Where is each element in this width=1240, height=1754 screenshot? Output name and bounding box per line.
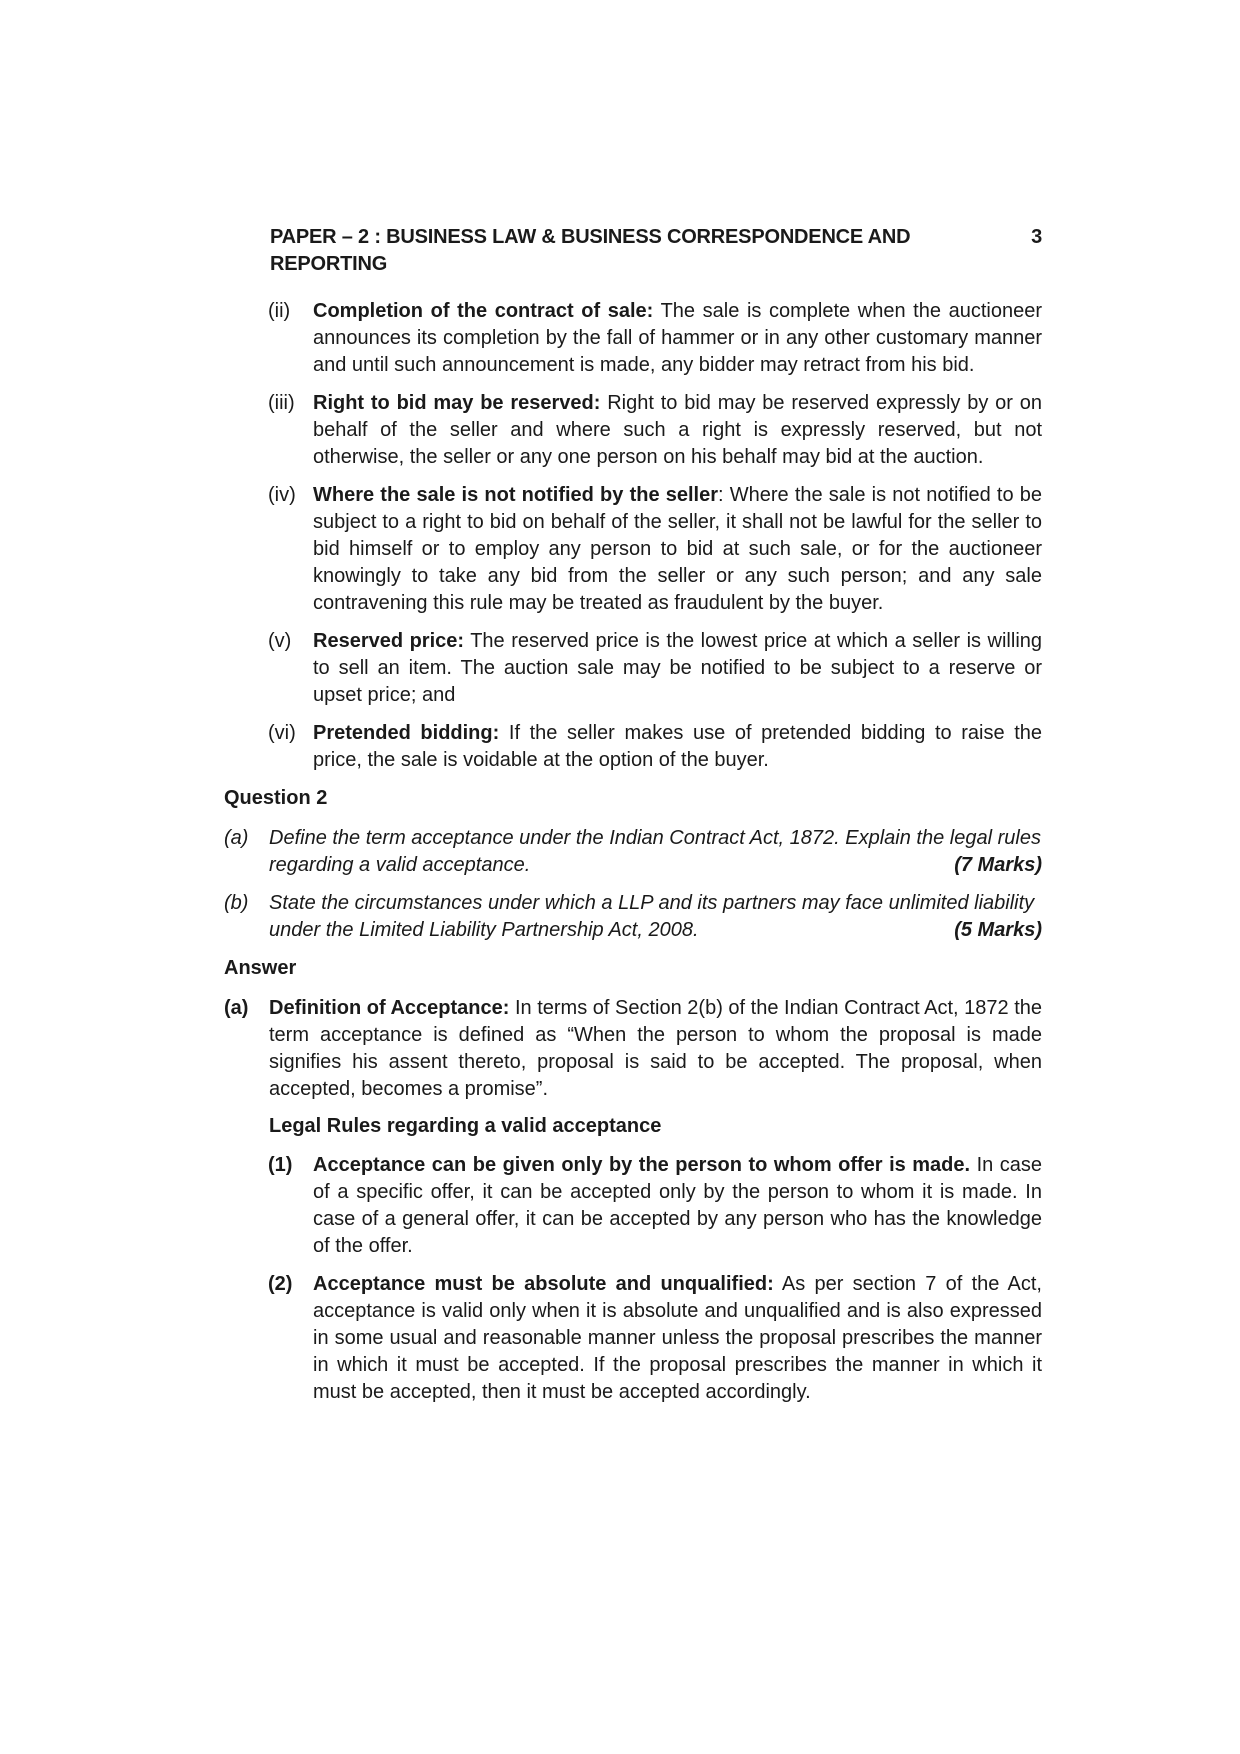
list-item [268,628,1042,709]
question-line [269,852,1042,879]
item-body: The sale is complete when the auctioneer announces its completion by the fall of hammer or in any other customary manner and until such announcement is made, any bidder may retract from his bid. [313,300,1043,376]
question-part-text [269,890,1042,944]
list-item [268,720,1042,774]
item-text [313,298,1042,379]
item-heading: Pretended bidding: [313,722,500,744]
item-number: (v) [268,630,292,652]
question-line-text: regarding a valid acceptance. [269,854,531,876]
rule-item [268,1271,1042,1406]
answer-part-number: (a) [224,997,249,1019]
item-text [313,482,1042,617]
item-text [313,628,1042,709]
rules-title: Legal Rules regarding a valid acceptance [269,1115,662,1137]
answer-title: Answer [224,957,297,979]
item-heading: Completion of the contract of sale: [313,300,654,322]
rule-body: In case of a specific offer, it can be accepted only by the person to whom it is made. In case of a general offer, it can be accepted by any person who has the knowledge of the offer. [313,1154,1042,1257]
item-body: Right to bid may be reserved expressly by or on behalf of the seller and where such a right is expressly reserved, but not otherwise, the seller or any one person on his behalf may bid at the auction. [313,392,1043,468]
item-number: (vi) [268,722,296,744]
question-part-number: (b) [224,892,249,914]
answer-body: In terms of Section 2(b) of the Indian Contract Act, 1872 the term acceptance is defined as “When the person to whom the proposal is made signifies his assent thereto, proposal is said to be accepted. The proposal, when accepted, becomes a promise”. [269,997,1042,1100]
item-heading: Reserved price: [313,630,465,652]
rule-heading: Acceptance can be given only by the person to whom offer is made. [313,1154,971,1176]
page-number: 3 [1031,226,1042,248]
rule-heading: Acceptance must be absolute and unqualified: [313,1273,774,1295]
rule-number: (2) [268,1273,293,1295]
item-text [313,390,1042,471]
list-item [268,298,1042,379]
question-line [269,917,1042,944]
item-body: If the seller makes use of pretended bidding to raise the price, the sale is voidable at the option of the buyer. [313,722,1043,771]
question-line-text: under the Limited Liability Partnership Act, 2008. [269,919,699,941]
question-part [224,890,1042,944]
question-line: State the circumstances under which a LLP and its partners may face unlimited liability [269,892,1035,914]
item-body: The reserved price is the lowest price at which a seller is willing to sell an item. The auction sale may be notified to be subject to a reserve or upset price; and [313,630,1043,706]
rule-number: (1) [268,1154,293,1176]
item-heading: Where the sale is not notified by the seller [313,484,719,506]
marks-label: (5 Marks) [954,919,1042,941]
item-number: (iii) [268,392,295,414]
question-part-text [269,825,1042,879]
answer-part-text [269,995,1042,1103]
rule-text [313,1152,1042,1260]
question-line: Define the term acceptance under the Indian Contract Act, 1872. Explain the legal rules [269,827,1041,849]
item-number: (iv) [268,484,296,506]
paper-title: PAPER – 2 : BUSINESS LAW & BUSINESS CORRESPONDENCE AND REPORTING [270,226,911,275]
list-item [268,390,1042,471]
item-heading: Right to bid may be reserved: [313,392,601,414]
question-part-number: (a) [224,827,249,849]
list-item [268,482,1042,617]
marks-label: (7 Marks) [954,854,1042,876]
item-text [313,720,1042,774]
answer-heading: Definition of Acceptance: [269,997,510,1019]
rule-text [313,1271,1042,1406]
answer-part [224,995,1042,1103]
question-part [224,825,1042,879]
rule-body: As per section 7 of the Act, acceptance is valid only when it is absolute and unqualified and is also expressed in some usual and reasonable manner unless the proposal prescribes the manner in which it must be accepted. If the proposal prescribes the manner in which it must be accepted, then it must be accepted accordingly. [313,1273,1042,1403]
item-number: (ii) [268,300,291,322]
rule-item [268,1152,1042,1260]
question-title: Question 2 [224,787,328,809]
running-header [270,224,1042,278]
item-body: : Where the sale is not notified to be subject to a right to bid on behalf of the seller, it shall not be lawful for the seller to bid himself or to employ any person to bid at such sale, or for the auctioneer knowingly to take any bid from the seller or any such person; and any sale contravening this rule may be treated as fraudulent by the buyer. [313,484,1043,614]
